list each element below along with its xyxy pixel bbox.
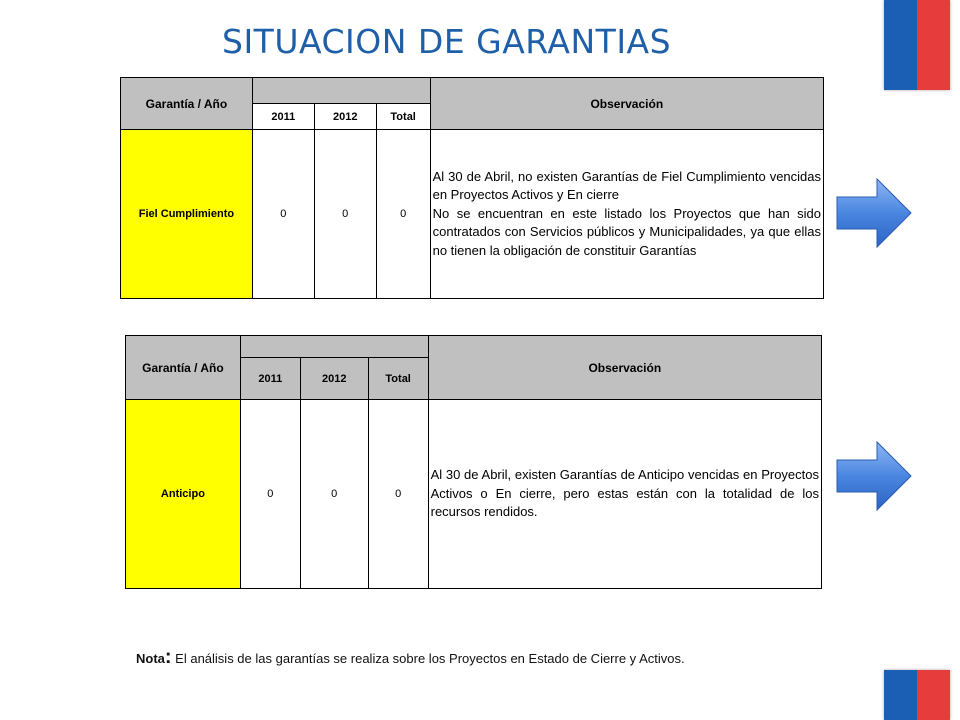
value-2011: 0 (252, 130, 314, 299)
arrow-right-icon (835, 440, 915, 512)
header-guarantee-year: Garantía / Año (121, 78, 253, 130)
observation-paragraph: Al 30 de Abril, existen Garantías de Anticipo vencidas en Proyectos Activos o En cierre, pero estas están con la totalidad de los recursos rendidos. (430, 467, 819, 520)
value-total: 0 (368, 400, 428, 589)
year-total: Total (376, 104, 430, 130)
value-total: 0 (376, 130, 430, 299)
category-cell: Anticipo (126, 400, 241, 589)
guarantees-table-anticipo (125, 335, 822, 589)
category-cell: Fiel Cumplimiento (121, 130, 253, 299)
year-total: Total (368, 358, 428, 400)
header-years-group (252, 78, 430, 104)
footnote-text: El análisis de las garantías se realiza sobre los Proyectos en Estado de Cierre y Activos. (171, 651, 685, 666)
year-2012: 2012 (314, 104, 376, 130)
page-title: SITUACION DE GARANTIAS (222, 22, 672, 61)
arrow-right-icon (835, 177, 915, 249)
header-guarantee-year: Garantía / Año (126, 336, 241, 400)
flag-decoration-top (884, 0, 950, 90)
header-observation: Observación (430, 78, 823, 130)
header-observation: Observación (428, 336, 821, 400)
observation-paragraph: No se encuentran en este listado los Proyectos que han sido contratados con Servicios públicos y Municipalidades, ya que ellas no tienen la obligación de constituir Garantías (432, 205, 821, 258)
value-2011: 0 (240, 400, 300, 589)
value-2012: 0 (314, 130, 376, 299)
footnote-colon: : (164, 646, 172, 668)
observation-cell (430, 130, 823, 299)
year-2012: 2012 (300, 358, 368, 400)
observation-paragraph: Al 30 de Abril, no existen Garantías de Fiel Cumplimiento vencidas en Proyectos Activos y En cierre (432, 168, 821, 203)
observation-cell (428, 400, 821, 589)
footnote-label: Nota (136, 651, 165, 666)
header-years-group (240, 336, 428, 358)
year-2011: 2011 (240, 358, 300, 400)
value-2012: 0 (300, 400, 368, 589)
footnote (136, 646, 685, 669)
year-2011: 2011 (252, 104, 314, 130)
flag-decoration-bottom (884, 670, 950, 720)
guarantees-table-fiel-cumplimiento (120, 77, 824, 299)
